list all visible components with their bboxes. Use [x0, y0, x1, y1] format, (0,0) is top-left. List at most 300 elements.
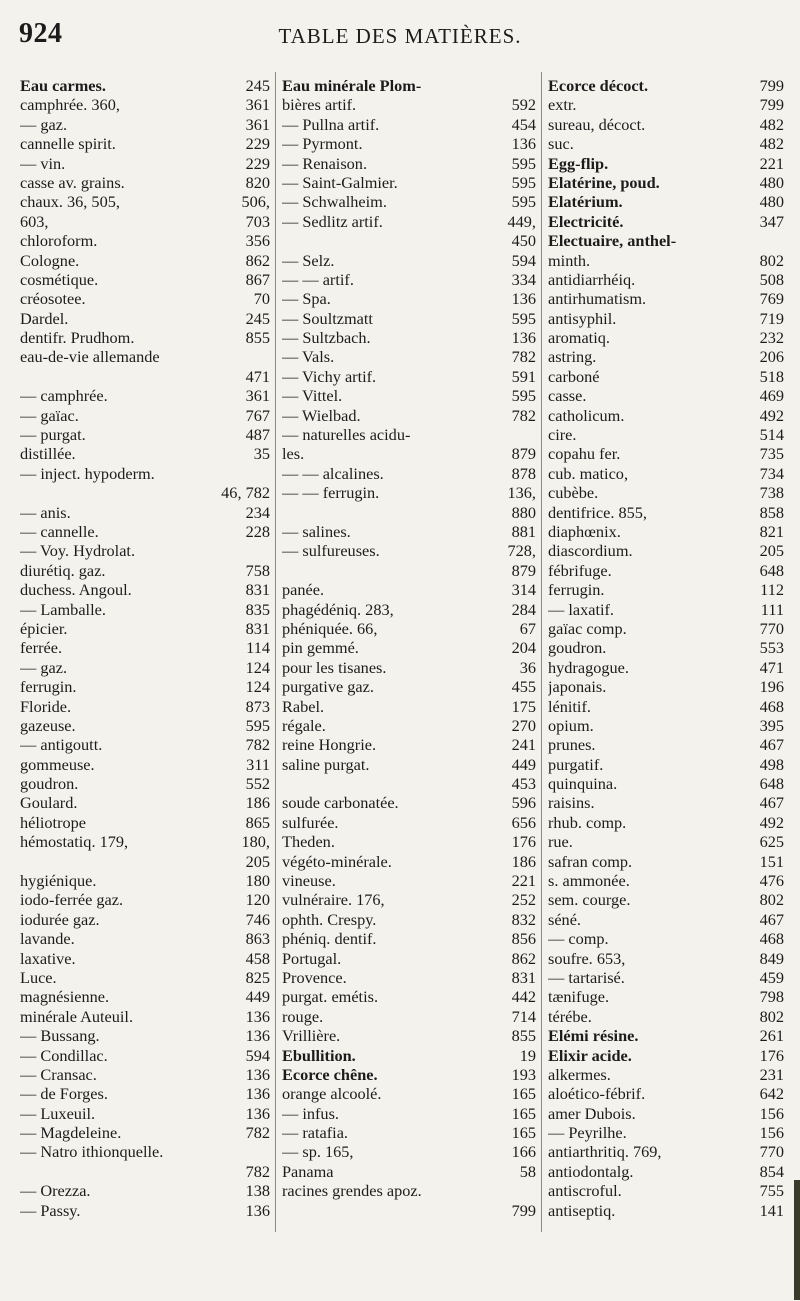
entry-text: soude carbonatée.	[282, 793, 399, 813]
entry-page-number: 221	[511, 871, 536, 891]
entry-text: amer Dubois.	[548, 1103, 636, 1123]
entry-page-number: 648	[759, 560, 784, 580]
index-entry	[20, 968, 270, 987]
entry-page-number: 136,	[507, 483, 536, 503]
entry-text: Elatérine, poud.	[548, 172, 660, 192]
entry-text: — antigoutt.	[20, 735, 103, 755]
entry-text: — Vittel.	[282, 386, 343, 406]
entry-page-number: 241	[511, 735, 536, 755]
index-entry	[548, 600, 784, 619]
entry-page-number: 825	[245, 967, 270, 987]
entry-page-number: 245	[245, 76, 270, 95]
index-entry	[20, 212, 270, 231]
entry-text: — — ferrugin.	[282, 483, 380, 503]
entry-page-number: 234	[245, 502, 270, 522]
index-entry	[20, 192, 270, 211]
entry-text: — Passy.	[20, 1200, 81, 1220]
entry-page-number: 553	[759, 638, 784, 658]
index-entry	[548, 386, 784, 405]
entry-text: — purgat.	[20, 425, 86, 445]
entry-text: — gaz.	[20, 657, 68, 677]
entry-text: — Pullna artif.	[282, 114, 380, 134]
entry-text: aloético-fébrif.	[548, 1084, 646, 1104]
index-entry	[548, 483, 784, 502]
entry-text: Goulard.	[20, 793, 78, 813]
index-entry	[282, 1084, 536, 1103]
index-entry	[548, 115, 784, 134]
entry-text: ferrée.	[20, 638, 63, 658]
entry-text: rhub. comp.	[548, 812, 627, 832]
entry-text: Vrillière.	[282, 1026, 341, 1046]
entry-page-number: 166	[511, 1142, 536, 1162]
index-entry	[20, 115, 270, 134]
entry-text: — ratafia.	[282, 1123, 348, 1143]
entry-page-number: 151	[759, 851, 784, 871]
entry-page-number: 703	[245, 211, 270, 231]
entry-text: — Renaison.	[282, 153, 368, 173]
index-entry	[282, 755, 536, 774]
entry-page-number: 820	[245, 172, 270, 192]
index-entry	[20, 1201, 270, 1220]
index-entry	[20, 600, 270, 619]
entry-page-number: 469	[759, 386, 784, 406]
entry-text: Electricité.	[548, 211, 624, 231]
index-entry	[20, 1046, 270, 1065]
index-entry	[548, 464, 784, 483]
index-entry	[20, 347, 270, 366]
entry-page-number: 114	[246, 638, 270, 658]
index-entry	[282, 1181, 536, 1200]
index-entry	[282, 716, 536, 735]
entry-page-number: 165	[511, 1084, 536, 1104]
entry-page-number: 395	[759, 715, 784, 735]
entry-page-number: 136	[245, 1103, 270, 1123]
entry-text: phagédéniq. 283,	[282, 599, 394, 619]
entry-text: — Soultzmatt	[282, 308, 373, 328]
entry-page-number: 347	[759, 211, 784, 231]
entry-text: Ecorce décoct.	[548, 76, 649, 95]
entry-text: safran comp.	[548, 851, 633, 871]
entry-page-number: 799	[511, 1200, 536, 1220]
entry-text: — Spa.	[282, 289, 331, 309]
entry-text: minérale Auteuil.	[20, 1006, 134, 1026]
entry-page-number: 112	[760, 580, 784, 600]
entry-page-number: 467	[759, 909, 784, 929]
entry-page-number: 156	[759, 1103, 784, 1123]
entry-page-number: 832	[511, 909, 536, 929]
index-entry	[20, 774, 270, 793]
index-entry	[20, 755, 270, 774]
entry-page-number: 467	[759, 793, 784, 813]
entry-text: — Lamballe.	[20, 599, 106, 619]
index-entry	[548, 677, 784, 696]
entry-page-number: 849	[759, 948, 784, 968]
entry-page-number: 879	[511, 444, 536, 464]
index-entry	[548, 1104, 784, 1123]
index-entry	[548, 949, 784, 968]
index-entry	[282, 1065, 536, 1084]
entry-text: séné.	[548, 909, 581, 929]
entry-page-number: 642	[759, 1084, 784, 1104]
entry-page-number: 492	[759, 812, 784, 832]
index-entry	[548, 192, 784, 211]
entry-page-number: 311	[246, 754, 270, 774]
entry-text: Floride.	[20, 696, 72, 716]
entry-page-number: 35	[253, 444, 270, 464]
entry-page-number: 878	[511, 463, 536, 483]
index-entry	[548, 987, 784, 1006]
entry-text: cannelle spirit.	[20, 134, 116, 154]
index-entry	[548, 289, 784, 308]
entry-text: — naturelles acidu-	[282, 425, 411, 445]
index-column-2	[282, 76, 536, 1220]
entry-page-number: 180,	[241, 832, 270, 852]
entry-page-number: 648	[759, 774, 784, 794]
index-entry	[282, 367, 536, 386]
entry-text: chaux. 36, 505,	[20, 192, 120, 212]
index-entry	[548, 1201, 784, 1220]
index-entry	[282, 1162, 536, 1181]
entry-page-number: 831	[511, 967, 536, 987]
entry-text: — comp.	[548, 929, 609, 949]
index-entry	[548, 212, 784, 231]
index-entry	[20, 716, 270, 735]
entry-text: reine Hongrie.	[282, 735, 377, 755]
entry-page-number: 802	[759, 890, 784, 910]
entry-text: diaphœnix.	[548, 521, 621, 541]
index-entry	[548, 755, 784, 774]
entry-text: Elixir acide.	[548, 1045, 632, 1065]
index-entry	[548, 1181, 784, 1200]
entry-text: créosotee.	[20, 289, 86, 309]
entry-text: casse av. grains.	[20, 172, 125, 192]
index-entry	[548, 1142, 784, 1161]
index-entry	[548, 1026, 784, 1045]
index-entry	[20, 522, 270, 541]
index-entry	[282, 270, 536, 289]
entry-text: antiseptiq.	[548, 1200, 616, 1220]
entry-text: gazeuse.	[20, 715, 76, 735]
entry-text: les.	[282, 444, 305, 464]
entry-page-number: 863	[245, 929, 270, 949]
entry-text: sureau, décoct.	[548, 114, 646, 134]
index-entry	[548, 832, 784, 851]
entry-page-number: 36	[519, 657, 536, 677]
index-entry	[20, 852, 270, 871]
index-entry	[282, 134, 536, 153]
entry-text: — de Forges.	[20, 1084, 108, 1104]
entry-text: gommeuse.	[20, 754, 95, 774]
entry-page-number: 232	[759, 328, 784, 348]
index-entry	[548, 367, 784, 386]
entry-page-number: 799	[759, 76, 784, 95]
entry-text: Panama	[282, 1161, 334, 1181]
index-entry	[548, 774, 784, 793]
entry-text: Cologne.	[20, 250, 80, 270]
entry-page-number: 136	[245, 1006, 270, 1026]
index-entry	[282, 444, 536, 463]
entry-text: — Natro ithionquelle.	[20, 1142, 164, 1162]
index-entry	[282, 328, 536, 347]
entry-page-number: 459	[759, 967, 784, 987]
entry-text: 603,	[20, 211, 49, 231]
index-entry	[20, 1123, 270, 1142]
index-entry	[282, 231, 536, 250]
entry-text: Rabel.	[282, 696, 325, 716]
entry-page-number: 656	[511, 812, 536, 832]
index-entry	[282, 522, 536, 541]
entry-page-number: 514	[759, 425, 784, 445]
index-entry	[20, 871, 270, 890]
entry-text: cosmétique.	[20, 269, 99, 289]
entry-text: antiodontalg.	[548, 1161, 634, 1181]
index-entry	[20, 76, 270, 95]
entry-page-number: 476	[759, 871, 784, 891]
index-entry	[20, 658, 270, 677]
index-entry	[282, 580, 536, 599]
entry-text: antisyphil.	[548, 308, 617, 328]
index-entry	[282, 115, 536, 134]
entry-page-number: 595	[511, 172, 536, 192]
entry-page-number: 67	[519, 618, 536, 638]
index-entry	[548, 76, 784, 95]
entry-page-number: 769	[759, 289, 784, 309]
entry-text: raisins.	[548, 793, 595, 813]
entry-text: Ebullition.	[282, 1045, 356, 1065]
index-entry	[20, 154, 270, 173]
entry-page-number: 156	[759, 1123, 784, 1143]
entry-text: iodurée gaz.	[20, 909, 100, 929]
entry-page-number: 480	[759, 192, 784, 212]
index-entry	[282, 890, 536, 909]
index-entry	[20, 832, 270, 851]
entry-text: — cannelle.	[20, 521, 99, 541]
index-entry	[282, 541, 536, 560]
entry-page-number: 854	[759, 1161, 784, 1181]
entry-text: antirhumatism.	[548, 289, 647, 309]
entry-text: minth.	[548, 250, 591, 270]
entry-page-number: 770	[759, 1142, 784, 1162]
entry-text: — Magdeleine.	[20, 1123, 122, 1143]
column-divider	[541, 72, 542, 1232]
index-entry	[282, 1046, 536, 1065]
entry-page-number: 136	[245, 1026, 270, 1046]
entry-text: — — artif.	[282, 269, 354, 289]
entry-text: rouge.	[282, 1006, 324, 1026]
entry-page-number: 455	[511, 677, 536, 697]
index-entry	[282, 619, 536, 638]
index-entry	[282, 774, 536, 793]
index-entry	[548, 270, 784, 289]
index-entry	[282, 735, 536, 754]
entry-text: rue.	[548, 832, 573, 852]
index-entry	[548, 1123, 784, 1142]
entry-page-number: 176	[759, 1045, 784, 1065]
entry-page-number: 361	[245, 114, 270, 134]
entry-text: — tartarisé.	[548, 967, 625, 987]
entry-page-number: 141	[759, 1200, 784, 1220]
entry-text: régale.	[282, 715, 326, 735]
entry-page-number: 855	[511, 1026, 536, 1046]
page-number: 924	[19, 18, 63, 49]
index-entry	[282, 503, 536, 522]
index-entry	[282, 192, 536, 211]
entry-page-number: 508	[759, 269, 784, 289]
entry-text: végéto-minérale.	[282, 851, 392, 871]
index-entry	[548, 347, 784, 366]
entry-text: — — alcalines.	[282, 463, 384, 483]
index-entry	[548, 309, 784, 328]
entry-page-number: 193	[511, 1064, 536, 1084]
index-entry	[548, 251, 784, 270]
entry-page-number: 835	[245, 599, 270, 619]
entry-page-number: 361	[245, 95, 270, 115]
entry-page-number: 138	[245, 1181, 270, 1201]
entry-page-number: 136	[511, 134, 536, 154]
entry-page-number: 858	[759, 502, 784, 522]
entry-page-number: 767	[245, 405, 270, 425]
entry-text: fébrifuge.	[548, 560, 612, 580]
index-entry	[548, 231, 784, 250]
index-entry	[20, 270, 270, 289]
index-entry	[548, 1084, 784, 1103]
entry-text: cubèbe.	[548, 483, 599, 503]
entry-page-number: 252	[511, 890, 536, 910]
column-divider	[275, 72, 276, 1232]
index-entry	[20, 289, 270, 308]
entry-text: — gaz.	[20, 114, 68, 134]
entry-page-number: 111	[760, 599, 784, 619]
index-entry	[282, 309, 536, 328]
index-entry	[282, 154, 536, 173]
entry-page-number: 719	[759, 308, 784, 328]
entry-page-number: 798	[759, 987, 784, 1007]
index-entry	[548, 735, 784, 754]
entry-page-number: 229	[245, 134, 270, 154]
entry-text: — sp. 165,	[282, 1142, 354, 1162]
entry-text: gaïac comp.	[548, 618, 627, 638]
entry-page-number: 595	[511, 153, 536, 173]
index-entry	[282, 1026, 536, 1045]
index-entry	[548, 813, 784, 832]
entry-page-number: 862	[245, 250, 270, 270]
index-entry	[548, 173, 784, 192]
entry-text: laxative.	[20, 948, 76, 968]
entry-text: distillée.	[20, 444, 76, 464]
entry-page-number: 728,	[507, 541, 536, 561]
entry-page-number: 467	[759, 735, 784, 755]
entry-page-number: 867	[245, 269, 270, 289]
entry-page-number: 356	[245, 231, 270, 251]
index-entry	[20, 231, 270, 250]
index-entry	[548, 890, 784, 909]
entry-text: dentifr. Prudhom.	[20, 328, 135, 348]
entry-text: aromatiq.	[548, 328, 610, 348]
entry-page-number: 881	[511, 521, 536, 541]
entry-page-number: 831	[245, 580, 270, 600]
index-entry	[282, 677, 536, 696]
entry-page-number: 205	[245, 851, 270, 871]
index-entry	[548, 95, 784, 114]
index-entry	[548, 871, 784, 890]
entry-page-number: 855	[245, 328, 270, 348]
entry-text: ferrugin.	[548, 580, 605, 600]
entry-page-number: 186	[511, 851, 536, 871]
entry-text: — Luxeuil.	[20, 1103, 96, 1123]
entry-text: antiscroful.	[548, 1181, 622, 1201]
index-entry	[20, 619, 270, 638]
index-entry	[20, 134, 270, 153]
entry-text: dentifrice. 855,	[548, 502, 648, 522]
index-entry	[548, 1046, 784, 1065]
entry-page-number: 136	[245, 1064, 270, 1084]
entry-page-number: 498	[759, 754, 784, 774]
entry-text: pour les tisanes.	[282, 657, 387, 677]
entry-text: Portugal.	[282, 948, 342, 968]
entry-page-number: 471	[245, 366, 270, 386]
entry-page-number: 468	[759, 929, 784, 949]
entry-text: saline purgat.	[282, 754, 370, 774]
index-entry	[548, 1007, 784, 1026]
index-entry	[282, 949, 536, 968]
page-edge-shadow	[794, 1180, 800, 1300]
entry-page-number: 596	[511, 793, 536, 813]
entry-text: tænifuge.	[548, 987, 610, 1007]
entry-text: — infus.	[282, 1103, 339, 1123]
index-entry	[548, 541, 784, 560]
index-entry	[20, 309, 270, 328]
index-entry	[20, 173, 270, 192]
entry-page-number: 594	[511, 250, 536, 270]
entry-text: cub. matico,	[548, 463, 629, 483]
entry-page-number: 594	[245, 1045, 270, 1065]
entry-page-number: 735	[759, 444, 784, 464]
index-entry	[282, 76, 536, 95]
entry-page-number: 124	[245, 677, 270, 697]
index-entry	[282, 1201, 536, 1220]
entry-page-number: 449	[511, 754, 536, 774]
entry-page-number: 865	[245, 812, 270, 832]
index-column-3	[548, 76, 784, 1220]
entry-page-number: 592	[511, 95, 536, 115]
index-entry	[282, 406, 536, 425]
index-entry	[282, 347, 536, 366]
entry-page-number: 175	[511, 696, 536, 716]
entry-page-number: 487	[245, 425, 270, 445]
index-entry	[20, 949, 270, 968]
index-entry	[548, 328, 784, 347]
index-entry	[548, 425, 784, 444]
entry-page-number: 442	[511, 987, 536, 1007]
entry-text: — Peyrilhe.	[548, 1123, 627, 1143]
entry-page-number: 799	[759, 95, 784, 115]
entry-text: suc.	[548, 134, 574, 154]
entry-page-number: 506,	[241, 192, 270, 212]
index-entry	[548, 658, 784, 677]
entry-page-number: 831	[245, 618, 270, 638]
entry-page-number: 176	[511, 832, 536, 852]
entry-text: — Saint-Galmier.	[282, 172, 398, 192]
entry-text: diurétiq. gaz.	[20, 560, 106, 580]
index-entry	[282, 968, 536, 987]
entry-text: goudron.	[548, 638, 607, 658]
index-entry	[20, 1142, 270, 1161]
entry-page-number: 136	[245, 1200, 270, 1220]
entry-text: — gaïac.	[20, 405, 79, 425]
index-entry	[282, 658, 536, 677]
entry-page-number: 802	[759, 250, 784, 270]
index-entry	[548, 134, 784, 153]
